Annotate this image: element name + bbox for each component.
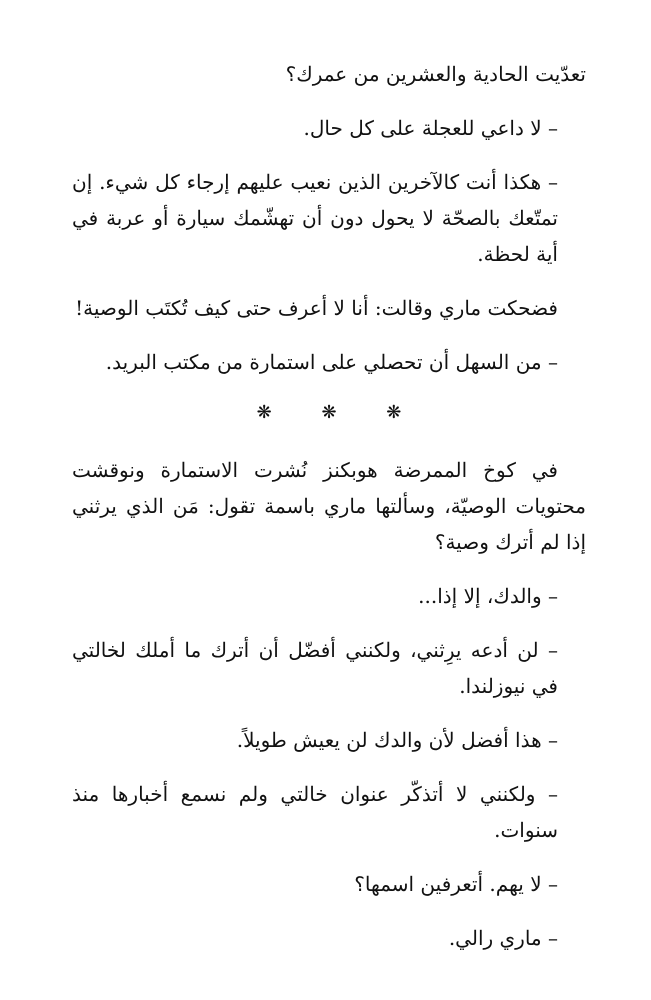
dialog-father-wont-live: – هذا أفضل لأن والدك لن يعيش طويلاً. (236, 728, 558, 752)
dialog-aunt-new-zealand: – لن أدعه يرِثني، ولكنني أفضّل أن أترك ما أملك لخالتي في نيوزلندا. (72, 638, 558, 698)
dialog-your-father: – والدك، إلا إذا... (418, 584, 558, 608)
book-page (72, 56, 586, 974)
paragraph-nurse-cottage: في كوخ الممرضة هوبكنز نُشرت الاستمارة ونوقشت محتويات الوصيّة، وسألتها ماري باسمة تقول: مَن الذي يرثني إذا لم أترك وصية؟ (72, 458, 586, 554)
paragraph-mary-laughed: فضحكت ماري وقالت: أنا لا أعرف حتى كيف تُكتَب الوصية! (75, 296, 558, 320)
section-separator: ❋ ❋ ❋ (256, 402, 424, 423)
dialog-postponing: – هكذا أنت كالآخرين الذين نعيب عليهم إرجاء كل شيء. إن تمتّعك بالصحّة لا يحول دون أن تهشّمك سيارة أو عربة في أية لحظة. (72, 170, 558, 266)
dialog-no-hurry: – لا داعي للعجلة على كل حال. (303, 116, 558, 140)
paragraph-age-question: تعدّيت الحادية والعشرين من عمرك؟ (285, 62, 586, 86)
dialog-know-her-name: – لا يهم. أتعرفين اسمها؟ (354, 872, 558, 896)
dialog-post-office-form: – من السهل أن تحصلي على استمارة من مكتب البريد. (105, 350, 558, 374)
dialog-mary-raleigh: – ماري رالي. (448, 926, 558, 950)
dialog-forgot-address: – ولكنني لا أتذكّر عنوان خالتي ولم نسمع أخبارها منذ سنوات. (72, 782, 558, 842)
